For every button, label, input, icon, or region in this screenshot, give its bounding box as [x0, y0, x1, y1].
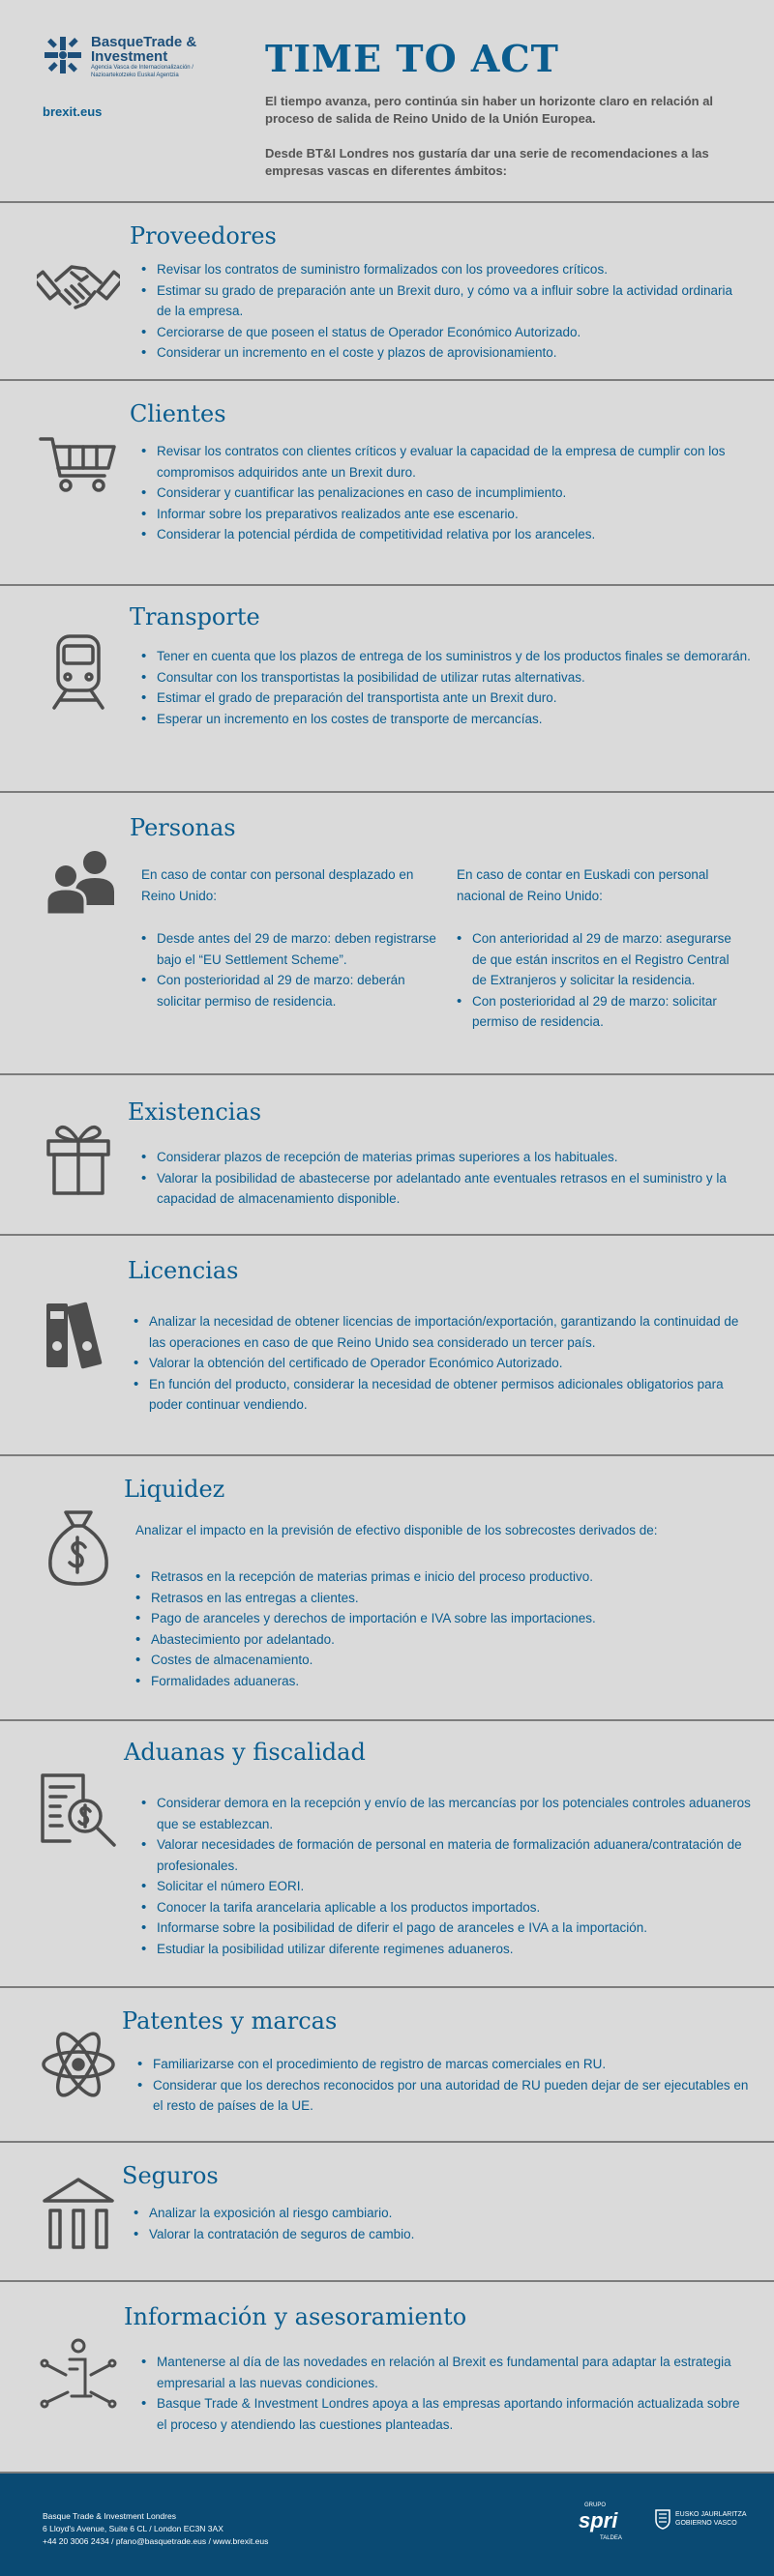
section-title-clientes: Clientes	[130, 400, 226, 427]
handshake-icon	[37, 244, 120, 327]
licencias-list	[134, 1311, 753, 1416]
list-item: • Tener en cuenta que los plazos de entrega de los suministros y de los productos finales se demorarán.	[141, 646, 751, 667]
section-seguros	[0, 2141, 774, 2280]
spri-sub-text: TALDEA	[600, 2535, 622, 2541]
spri-small-text: GRUPO	[584, 2503, 607, 2508]
list-item: • Abastecimiento por adelantado.	[135, 1629, 755, 1651]
list-item: • En función del producto, considerar la necesidad de obtener permisos adicionales obligatorios para poder continuar vendiendo.	[134, 1374, 753, 1416]
list-item: • Pago de aranceles y derechos de importación e IVA sobre las importaciones.	[135, 1608, 755, 1629]
transporte-list	[141, 646, 751, 729]
section-informacion	[0, 2280, 774, 2472]
list-item: • Con posterioridad al 29 de marzo: deberán solicitar permiso de residencia.	[141, 970, 437, 1011]
section-title-informacion: Información y asesoramiento	[124, 2303, 467, 2330]
section-licencias	[0, 1234, 774, 1454]
document-search-icon	[37, 1770, 120, 1853]
list-item: • Costes de almacenamiento.	[135, 1650, 755, 1671]
logo-name: BasqueTrade & Investment	[91, 34, 197, 65]
section-title-personas: Personas	[130, 814, 236, 841]
shopping-cart-icon	[37, 422, 120, 505]
list-item: • Considerar que los derechos reconocidos por una autoridad de RU pueden dejar de ser ejecutables en el resto de países de la UE.	[137, 2075, 753, 2117]
list-item: • Formalidades aduaneras.	[135, 1671, 755, 1692]
list-item: • Desde antes del 29 de marzo: deben registrarse bajo el “EU Settlement Scheme”.	[141, 928, 437, 970]
intro-paragraph-2: Desde BT&I Londres nos gustaría dar una serie de recomendaciones a las empresas vascas en diferentes ámbitos:	[265, 146, 709, 178]
section-existencias	[0, 1073, 774, 1234]
logo-subtitle: Agencia Vasca de Internacionalización / Nazioartekotzeko Euskal Agentzia	[91, 65, 194, 78]
info-network-icon	[37, 2336, 120, 2419]
page-title: TIME TO ACT	[265, 37, 559, 80]
section-proveedores	[0, 201, 774, 379]
footer	[0, 2472, 774, 2576]
list-item: • Solicitar el número EORI.	[141, 1876, 751, 1897]
list-item: • Informarse sobre la posibilidad de diferir el pago de aranceles e IVA a la importación.	[141, 1917, 751, 1939]
seguros-list	[134, 2203, 753, 2244]
section-title-existencias: Existencias	[128, 1098, 262, 1126]
gov-line-1: EUSKO JAURLARITZA	[675, 2511, 747, 2518]
personas-col2-intro: En caso de contar en Euskadi con personal nacional de Reino Unido:	[457, 867, 709, 903]
existencias-list	[141, 1147, 751, 1210]
gov-line-2: GOBIERNO VASCO	[675, 2520, 737, 2527]
list-item: • Familiarizarse con el procedimiento de registro de marcas comerciales en RU.	[137, 2054, 753, 2075]
list-item: • Cerciorarse de que poseen el status de Operador Económico Autorizado.	[141, 322, 741, 343]
list-item: • Conocer la tarifa arancelaria aplicable a los productos importados.	[141, 1897, 751, 1918]
list-item: • Informar sobre los preparativos realizados ante ese escenario.	[141, 504, 751, 525]
list-item: • Considerar demora en la recepción y envío de las mercancías por los potenciales controles aduaneros que se establezcan.	[141, 1793, 751, 1834]
spri-main-text: spri	[579, 2508, 618, 2532]
intro-text	[265, 93, 749, 197]
footer-address: 6 Lloyd's Avenue, Suite 6 CL / London EC3N 3AX	[43, 2524, 223, 2533]
section-transporte	[0, 584, 774, 791]
list-item: • Retrasos en la recepción de materias primas e inicio del proceso productivo.	[135, 1566, 755, 1588]
aduanas-list	[141, 1793, 751, 1959]
section-title-liquidez: Liquidez	[124, 1476, 225, 1503]
list-item: • Considerar y cuantificar las penalizaciones en caso de incumplimiento.	[141, 483, 751, 504]
liquidez-intro: Analizar el impacto en la previsión de efectivo disponible de los sobrecostes derivados de:	[135, 1523, 658, 1537]
section-title-proveedores: Proveedores	[130, 222, 277, 249]
footer-contact-line[interactable]: +44 20 3006 2434 / pfano@basquetrade.eus / www.brexit.eus	[43, 2536, 269, 2546]
atom-icon	[37, 2023, 120, 2106]
section-patentes	[0, 1986, 774, 2141]
clientes-list	[141, 441, 751, 545]
list-item: • Considerar la potencial pérdida de competitividad relativa por los aranceles.	[141, 524, 751, 545]
list-item: • Analizar la necesidad de obtener licencias de importación/exportación, garantizando la continuidad de las operaciones en caso de que Reino Unido sea considerado un tercer país.	[134, 1311, 753, 1353]
list-item: • Mantenerse al día de las novedades en relación al Brexit es fundamental para adaptar la estrategia empresarial a las nuevas condiciones.	[141, 2352, 751, 2393]
money-bag-icon	[37, 1507, 120, 1590]
intro-paragraph-1: El tiempo avanza, pero continúa sin haber un horizonte claro en relación al proceso de salida de Reino Unido de la Unión Europea.	[265, 94, 714, 126]
binders-icon	[37, 1294, 120, 1377]
list-item: • Revisar los contratos con clientes críticos y evaluar la capacidad de la empresa de cumplir con los compromisos adquiridos ante un Brexit duro.	[141, 441, 751, 483]
list-item: • Considerar un incremento en el coste y plazos de aprovisionamiento.	[141, 342, 741, 364]
personas-col2-list	[457, 928, 747, 1033]
list-item: • Retrasos en las entregas a clientes.	[135, 1588, 755, 1609]
section-title-seguros: Seguros	[122, 2162, 219, 2189]
footer-org: Basque Trade & Investment Londres	[43, 2511, 176, 2521]
list-item: • Considerar plazos de recepción de materias primas superiores a los habituales.	[141, 1147, 751, 1168]
list-item: • Valorar la contratación de seguros de cambio.	[134, 2224, 753, 2245]
proveedores-list	[141, 259, 741, 364]
list-item: • Analizar la exposición al riesgo cambiario.	[134, 2203, 753, 2224]
section-personas	[0, 791, 774, 1073]
header	[0, 0, 774, 201]
site-link[interactable]: brexit.eus	[43, 104, 103, 119]
personas-col1-intro: En caso de contar con personal desplazado en Reino Unido:	[141, 867, 414, 903]
personas-col1-list	[141, 928, 437, 1011]
logo-mark-icon	[43, 35, 83, 75]
list-item: • Estimar su grado de preparación ante un Brexit duro, y cómo va a influir sobre la actividad ordinaria de la empresa.	[141, 280, 741, 322]
section-aduanas	[0, 1719, 774, 1986]
list-item: • Con posterioridad al 29 de marzo: solicitar permiso de residencia.	[457, 991, 747, 1033]
section-title-transporte: Transporte	[130, 603, 260, 630]
people-icon	[37, 841, 120, 924]
patentes-list	[137, 2054, 753, 2117]
list-item: • Estudiar la posibilidad utilizar diferente regimenes aduaneros.	[141, 1939, 751, 1960]
list-item: • Consultar con los transportistas la posibilidad de utilizar rutas alternativas.	[141, 667, 751, 688]
gift-box-icon	[37, 1116, 120, 1199]
section-title-aduanas: Aduanas y fiscalidad	[124, 1739, 366, 1766]
list-item: • Valorar la posibilidad de abastecerse por adelantado ante eventuales retrasos en el suministro y la capacidad de almacenamiento disponible.	[141, 1168, 751, 1210]
list-item: • Esperar un incremento en los costes de transporte de mercancías.	[141, 709, 751, 730]
section-title-licencias: Licencias	[128, 1257, 239, 1284]
footer-contact	[43, 2510, 268, 2548]
list-item: • Basque Trade & Investment Londres apoya a las empresas aportando información actualizada sobre el proceso y atendiendo las cuestiones planteadas.	[141, 2393, 751, 2435]
list-item: • Valorar necesidades de formación de personal en materia de formalización aduanera/contratación de profesionales.	[141, 1834, 751, 1876]
list-item: • Con anterioridad al 29 de marzo: asegurarse de que están inscritos en el Registro Central de Extranjeros y solicitar la residencia.	[457, 928, 747, 991]
list-item: • Estimar el grado de preparación del transportista ante un Brexit duro.	[141, 688, 751, 709]
informacion-list	[141, 2352, 751, 2435]
institution-icon	[37, 2174, 120, 2257]
list-item: • Revisar los contratos de suministro formalizados con los proveedores críticos.	[141, 259, 741, 280]
section-title-patentes: Patentes y marcas	[122, 2007, 338, 2034]
section-liquidez	[0, 1454, 774, 1719]
section-clientes	[0, 379, 774, 584]
government-emblem-icon	[654, 2508, 671, 2530]
list-item: • Valorar la obtención del certificado de Operador Económico Autorizado.	[134, 1353, 753, 1374]
liquidez-list	[135, 1566, 755, 1691]
train-icon	[37, 630, 120, 714]
